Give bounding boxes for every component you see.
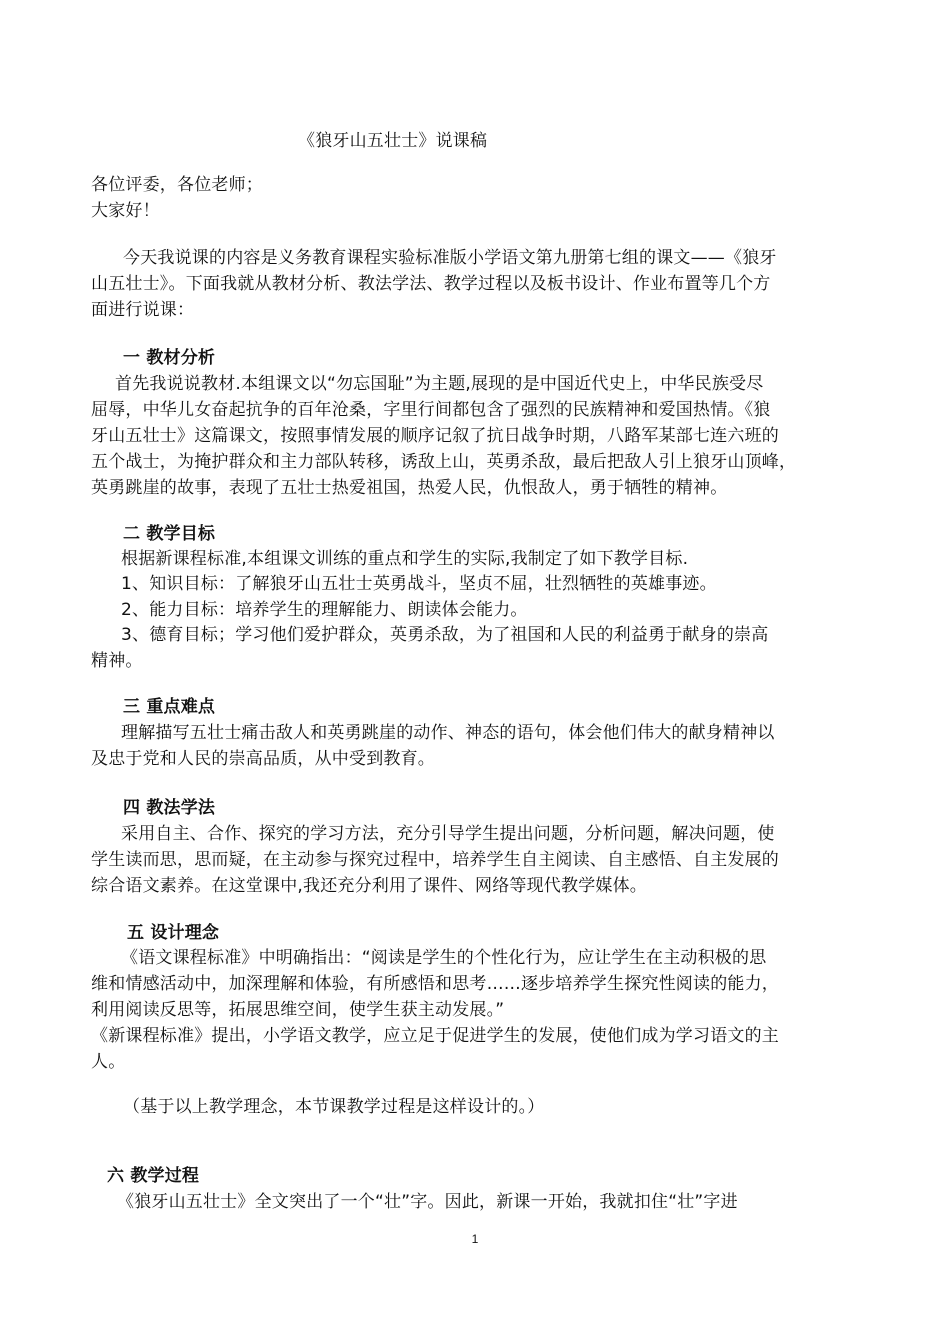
- paragraph-line: 首先我说说教材.本组课文以“勿忘国耻”为主题,展现的是中国近代史上，中华民族受尽: [115, 374, 764, 394]
- paragraph-line: 利用阅读反思等，拓展思维空间，使学生获主动发展。”: [91, 1000, 505, 1020]
- paragraph-line: 《新课程标准》提出，小学语文教学，应立足于促进学生的发展，使他们成为学习语文的主: [91, 1026, 779, 1046]
- paragraph-line: 1、知识目标：了解狼牙山五壮士英勇战斗，坚贞不屈，壮烈牺牲的英雄事迹。: [121, 574, 717, 594]
- greeting-line: 各位评委，各位老师；: [91, 175, 263, 195]
- paragraph-line: 综合语文素养。在这堂课中,我还充分利用了课件、网络等现代教学媒体。: [91, 876, 648, 896]
- paragraph-line: 面进行说课：: [91, 300, 195, 320]
- paragraph-line: 屈辱，中华儿女奋起抗争的百年沧桑，字里行间都包含了强烈的民族精神和爱国热情。《狼: [91, 400, 771, 420]
- paragraph-line: 采用自主、合作、探究的学习方法，充分引导学生提出问题，分析问题，解决问题，使: [121, 824, 775, 844]
- section-heading: 一 教材分析: [123, 348, 216, 368]
- paragraph-line: 精神。: [91, 651, 143, 671]
- paragraph-line: 今天我说课的内容是义务教育课程实验标准版小学语文第九册第七组的课文——《狼牙: [123, 248, 777, 268]
- paragraph-line: 英勇跳崖的故事，表现了五壮士热爱祖国，热爱人民，仇恨敌人，勇于牺牲的精神。: [91, 478, 728, 498]
- paragraph-line: 《语文课程标准》中明确指出：“阅读是学生的个性化行为，应让学生在主动积极的思: [121, 948, 767, 968]
- section-heading: 三 重点难点: [123, 697, 216, 717]
- paragraph-line: 2、能力目标：培养学生的理解能力、朗读体会能力。: [121, 600, 528, 620]
- section-heading: 二 教学目标: [123, 524, 216, 544]
- document-title: 《狼牙山五壮士》说课稿: [298, 131, 488, 151]
- paragraph-line: （基于以上教学理念，本节课教学过程是这样设计的。）: [123, 1097, 545, 1117]
- page-number: 1: [471, 1232, 479, 1246]
- paragraph-line: 《狼牙山五壮士》全文突出了一个“壮”字。因此，新课一开始，我就扣住“壮”字进: [117, 1192, 738, 1212]
- paragraph-line: 人。: [91, 1052, 126, 1072]
- section-heading: 五 设计理念: [127, 923, 220, 943]
- paragraph-line: 山五壮士》。下面我就从教材分析、教法学法、教学过程以及板书设计、作业布置等几个方: [91, 274, 771, 294]
- paragraph-line: 3、德育目标；学习他们爱护群众，英勇杀敌，为了祖国和人民的利益勇于献身的崇高: [121, 625, 769, 645]
- section-heading: 四 教法学法: [123, 798, 216, 818]
- paragraph-line: 五个战士，为掩护群众和主力部队转移，诱敌上山，英勇杀敌，最后把敌人引上狼牙山顶峰，: [91, 452, 797, 472]
- paragraph-line: 根据新课程标准,本组课文训练的重点和学生的实际,我制定了如下教学目标.: [121, 549, 689, 569]
- paragraph-line: 学生读而思，思而疑，在主动参与探究过程中，培养学生自主阅读、自主感悟、自主发展的: [91, 850, 779, 870]
- paragraph-line: 牙山五壮士》这篇课文，按照事情发展的顺序记叙了抗日战争时期，八路军某部七连六班的: [91, 426, 779, 446]
- paragraph-line: 及忠于党和人民的崇高品质，从中受到教育。: [91, 749, 435, 769]
- paragraph-line: 维和情感活动中，加深理解和体验，有所感悟和思考……逐步培养学生探究性阅读的能力，: [91, 974, 779, 994]
- paragraph-line: 理解描写五壮士痛击敌人和英勇跳崖的动作、神态的语句，体会他们伟大的献身精神以: [121, 723, 775, 743]
- section-heading: 六 教学过程: [107, 1166, 200, 1186]
- greeting-line: 大家好！: [91, 201, 160, 221]
